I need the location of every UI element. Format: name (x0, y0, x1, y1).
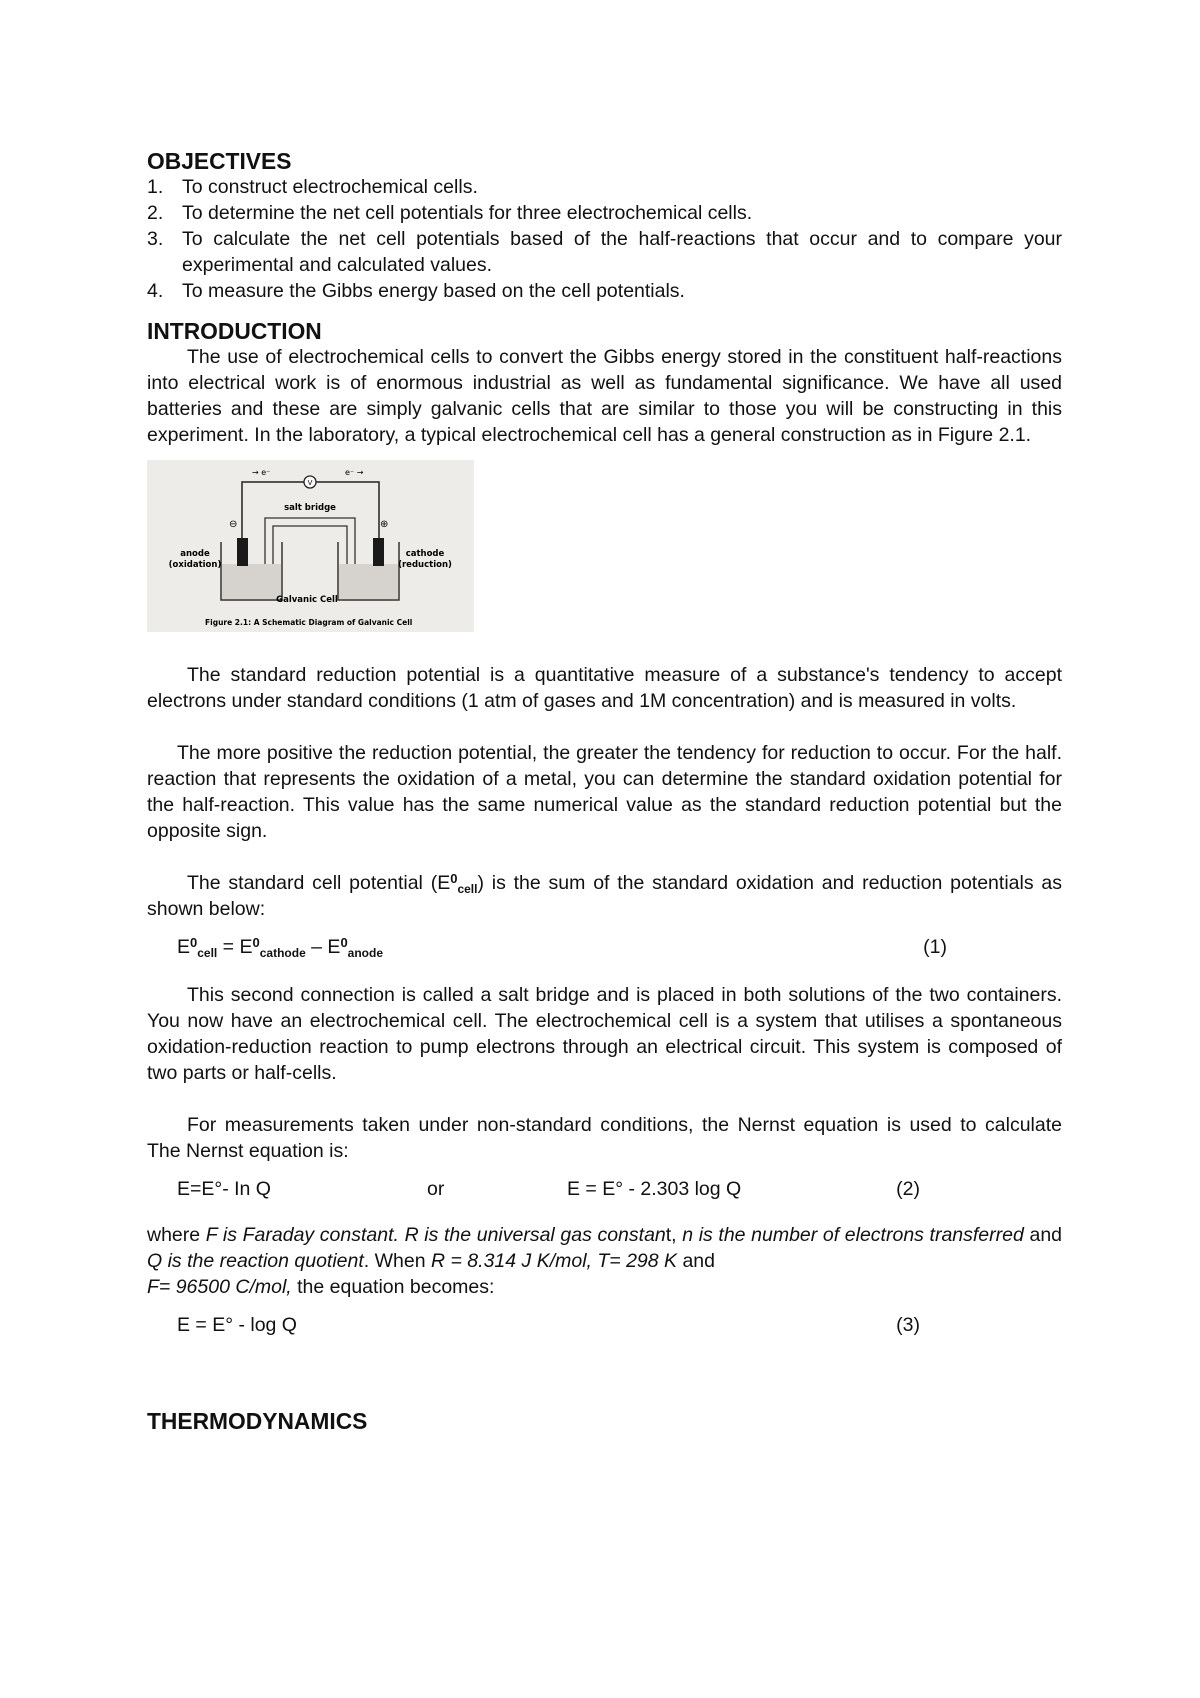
list-item-text: To measure the Gibbs energy based on the cell potentials. (182, 280, 685, 302)
equation-number: (3) (896, 1314, 920, 1336)
equation-number: (2) (896, 1178, 920, 1200)
equation-3 (147, 1312, 1062, 1342)
figure-caption: Figure 2.1: A Schematic Diagram of Galvanic Cell (205, 618, 413, 627)
intro-paragraph-3: The more positive the reduction potential, the greater the tendency for reduction to occur. For the half. reaction that represents the oxidation of a metal, you can determine the standard oxidation potential for the half-reaction. This value has the same numerical value as the standard reduction potential but the opposite sign. (147, 742, 1062, 842)
subscript: anode (347, 946, 384, 960)
anode-label: anode (180, 549, 210, 559)
equation-2 (147, 1176, 1062, 1206)
text-run: and (1023, 1224, 1063, 1246)
italic-text: F= 96500 C/mol, (147, 1276, 292, 1298)
intro-paragraph-7 (147, 1222, 1062, 1300)
list-item-number: 4. (147, 280, 164, 302)
superscript: 0 (252, 935, 260, 950)
italic-text: Q is the reaction quotient (147, 1250, 364, 1272)
list-item-text: To determine the net cell potentials for three electrochemical cells. (182, 202, 753, 224)
subscript: cell (457, 882, 478, 896)
introduction-heading: INTRODUCTION (147, 318, 322, 344)
italic-text: F is Faraday constant. R is the universal gas constan (205, 1224, 666, 1246)
intro-paragraph-2: The standard reduction potential is a quantitative measure of a substance's tendency to accept electrons under standard conditions (1 atm of gases and 1M concentration) and is measured in volts. (147, 664, 1062, 712)
list-item-number: 3. (147, 228, 164, 250)
subscript: cell (197, 946, 218, 960)
negative-terminal-icon: ⊖ (229, 519, 238, 530)
text-run: – E (305, 936, 341, 958)
document-page (147, 148, 1062, 1434)
text-run: ) is the sum of the standard oxidation and reduction potentials as shown below: (147, 872, 1062, 920)
nernst-equation-simplified: E = E° - log Q (177, 1314, 297, 1336)
superscript: 0 (190, 935, 198, 950)
intro-paragraph-4 (147, 870, 1062, 922)
cathode-label: cathode (405, 549, 445, 559)
anode-sublabel: (oxidation) (168, 560, 222, 570)
text-run: t, (665, 1224, 683, 1246)
italic-text: R = 8.314 J K/mol, T= 298 K (431, 1250, 678, 1272)
intro-paragraph-1: The use of electrochemical cells to convert the Gibbs energy stored in the constituent half-reactions into electrical work is of enormous industrial as well as fundamental significance. We have all used batteries and these are simply galvanic cells that are similar to those you will be constructing in this experiment. In the laboratory, a typical electrochemical cell has a general construction as in Figure 2.1. (147, 346, 1062, 446)
objectives-list (147, 174, 1062, 304)
nernst-equation-log: E = E° - 2.303 log Q (567, 1178, 742, 1200)
list-item (147, 174, 1062, 200)
list-item-text: To calculate the net cell potentials based of the half-reactions that occur and to compare your experimental and calculated values. (182, 228, 1062, 276)
electron-flow-left: → e⁻ (252, 468, 271, 477)
text-run: and (677, 1250, 715, 1272)
list-item-text: To construct electrochemical cells. (182, 176, 478, 198)
positive-terminal-icon: ⊕ (380, 519, 389, 530)
galvanic-cell-diagram (147, 460, 474, 632)
or-label: or (427, 1178, 445, 1200)
voltmeter-label: V (307, 479, 313, 487)
text-run: the equation becomes: (291, 1276, 495, 1298)
salt-bridge-label: salt bridge (284, 503, 336, 513)
text-run: . When (363, 1250, 431, 1272)
equation-number: (1) (923, 936, 947, 958)
subscript: cathode (259, 946, 306, 960)
anode-electrode (237, 538, 248, 566)
equation-1 (147, 934, 1062, 964)
text-run: E (177, 936, 191, 958)
nernst-equation-ln: E=E°- In Q (177, 1178, 271, 1200)
superscript: 0 (340, 935, 348, 950)
text-run: = E (217, 936, 253, 958)
intro-paragraph-6: For measurements taken under non-standard conditions, the Nernst equation is used to calculate The Nernst equation is: (147, 1114, 1062, 1162)
list-item (147, 226, 1062, 278)
thermodynamics-heading: THERMODYNAMICS (147, 1408, 368, 1434)
galvanic-cell-figure (147, 460, 474, 632)
superscript: 0 (450, 871, 458, 886)
cathode-sublabel: (reduction) (398, 560, 452, 570)
text-run: The standard cell potential (E (187, 872, 451, 894)
galvanic-cell-label: Galvanic Cell (276, 595, 338, 605)
objectives-heading: OBJECTIVES (147, 148, 292, 174)
list-item-number: 1. (147, 176, 164, 198)
list-item (147, 200, 1062, 226)
intro-paragraph-5: This second connection is called a salt bridge and is placed in both solutions of the two containers. You now have an electrochemical cell. The electrochemical cell is a system that utilises a spontaneous oxidation-reduction reaction to pump electrons through an electrical circuit. This system is composed of two parts or half-cells. (147, 984, 1062, 1084)
cathode-electrode (373, 538, 384, 566)
italic-text: n is the number of electrons transferred (682, 1224, 1024, 1246)
electron-flow-right: e⁻ → (345, 468, 364, 477)
text-run: where (147, 1224, 206, 1246)
anode-solution (222, 564, 281, 599)
list-item-number: 2. (147, 202, 164, 224)
cathode-solution (339, 564, 398, 599)
list-item (147, 278, 1062, 304)
equation-1-body (177, 934, 383, 960)
